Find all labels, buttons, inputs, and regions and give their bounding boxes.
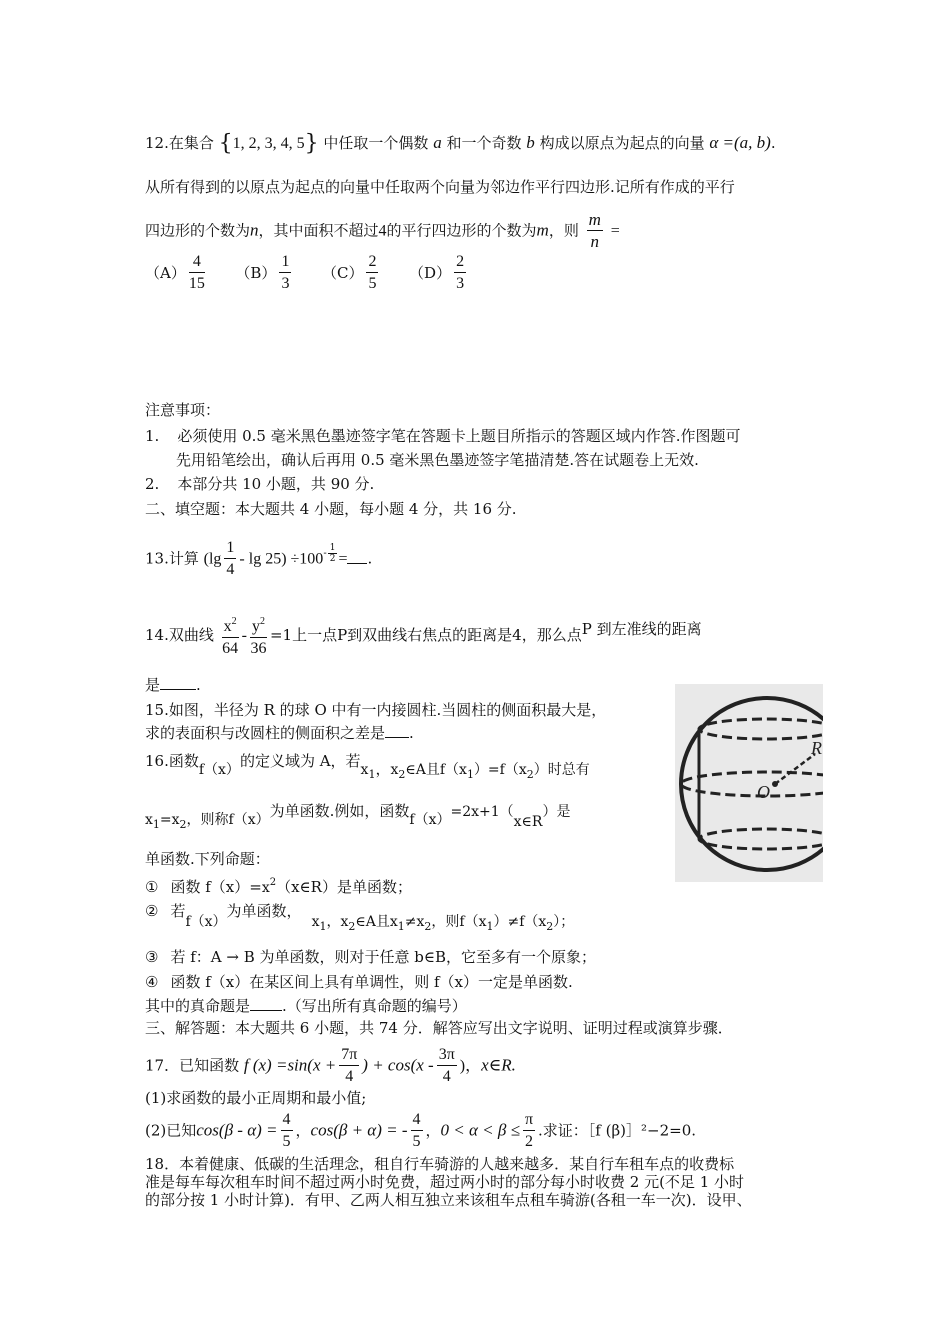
q12-text: .: [770, 134, 776, 152]
label-o: O: [757, 782, 770, 802]
option-frac: [279, 252, 291, 295]
q16-prop-2: [145, 900, 574, 938]
q14-text: P 到左准线的距离: [581, 620, 702, 638]
frac-den: 3: [281, 275, 290, 292]
frac-num: 1: [279, 252, 291, 273]
q16-text: 的定义域为 A，若: [239, 752, 361, 770]
exp: 2: [269, 877, 277, 888]
q17-domain: x∈R.: [481, 1055, 516, 1075]
ratio-num: m: [588, 210, 601, 229]
fx: f（x）: [409, 812, 451, 828]
q16-text: ）是: [542, 804, 571, 820]
q18-line1: 18．本着健康、低碳的生活理念，租自行车骑游的人越来越多．某自行车租车点的收费标: [145, 1155, 735, 1173]
q17-frac-1: [339, 1045, 359, 1088]
q14-minus: -: [241, 627, 247, 644]
frac-den: 3: [456, 275, 465, 292]
q17-math: cos(β - α) =: [196, 1120, 278, 1140]
sub: 1: [368, 768, 376, 781]
x: x: [223, 618, 232, 635]
frac-num: 7π: [339, 1045, 359, 1066]
x: x: [360, 762, 369, 778]
q16-text: 其中的真命题是: [145, 997, 251, 1015]
q16-condition: [360, 760, 534, 781]
q16-text: ∈A且f（x: [405, 762, 467, 778]
x: x: [261, 880, 270, 896]
vector-alpha: α =(a, b): [709, 133, 771, 152]
var-n: n: [250, 220, 259, 240]
q15-text: .: [409, 724, 414, 742]
sub: 2: [179, 818, 187, 831]
answer-blank[interactable]: [250, 1010, 282, 1011]
q17-func: f (x) =sin(x +: [243, 1055, 337, 1075]
q12-text: 的平行四边形的个数为: [386, 221, 537, 240]
sub: 1: [152, 818, 160, 831]
q12-four: 4: [378, 222, 387, 240]
q17-frac: [523, 1110, 535, 1153]
q16-text: 若 f：A → B 为单函数，则对于任意 b∈B，它至多有一个原象；: [170, 948, 596, 966]
frac-den: 5: [412, 1133, 421, 1150]
q12-options: [145, 252, 469, 295]
fx: f（x）: [185, 914, 227, 930]
q12-line2: 从所有得到的以原点为起点的向量中任取两个向量为邻边作平行四边形.记所有作成的平行: [145, 178, 735, 196]
option-frac: [454, 252, 466, 295]
frac-den: 5: [368, 275, 377, 292]
sub: 1: [466, 768, 474, 781]
q16-text: ）时总有: [533, 762, 590, 778]
x: x: [311, 914, 320, 930]
option-label: （C）: [322, 263, 364, 282]
q12-text: ，则: [548, 221, 579, 240]
y: y: [251, 618, 260, 635]
q13-frac: [224, 538, 236, 581]
frac-num: 1: [224, 538, 236, 559]
section-2-heading: 二、填空题：本大题共 4 小题，每小题 4 分，共 16 分.: [145, 500, 517, 518]
q16-text: 为单函数.例如，函数: [269, 802, 410, 820]
frac-den: 15: [188, 275, 205, 292]
q17-part-1: (1)求函数的最小正周期和最小值;: [145, 1089, 367, 1107]
q16-text: 函数 f（x）=: [170, 878, 262, 896]
notice-item-1-cont: 先用铅笔绘出，确认后再用 0.5 毫米黑色墨迹签字笔描清楚.答在试题卷上无效.: [176, 451, 699, 469]
frac-den: 2: [524, 1133, 533, 1150]
q16-text: （x∈R）是单函数；: [276, 878, 412, 896]
exp: 2: [259, 616, 265, 627]
option-label: （A）: [145, 263, 186, 282]
q16-text: 函数 f（x）在某区间上具有单调性，则 f（x）一定是单函数.: [170, 973, 573, 991]
q17-frac: [281, 1110, 293, 1153]
q17-frac-2: [437, 1045, 457, 1088]
sub: 2: [424, 920, 432, 933]
fx: f（x）: [198, 762, 240, 778]
frac-den: 36: [250, 637, 267, 660]
q14-text: 是: [145, 676, 161, 694]
q14: [145, 612, 702, 660]
option-label: （D）: [409, 263, 452, 282]
figure-background: [675, 684, 823, 882]
q12-text: 中任取一个偶数: [323, 134, 429, 152]
sub: 2: [348, 920, 356, 933]
q12-line3: [145, 210, 620, 253]
answer-blank[interactable]: [347, 563, 367, 564]
notice-title: 注意事项：: [145, 401, 221, 419]
q17-text: (2)已知: [145, 1121, 197, 1140]
q16-line1: [145, 750, 590, 786]
q16-prop-1: [145, 872, 412, 899]
var-b: b: [526, 133, 535, 152]
q14-frac-y: [250, 612, 267, 660]
q16-prop-3: [145, 946, 596, 968]
q16-text: ）；: [553, 914, 575, 930]
option-b: [235, 253, 294, 292]
q16-line2: [145, 800, 570, 836]
x: x: [390, 762, 399, 778]
q14-line2: [145, 674, 201, 696]
q17-stem: [145, 1045, 516, 1088]
q16-text: ≠x: [404, 914, 425, 930]
q18-line3: 的部分按 1 小时计算)．有甲、乙两人相互独立来该租车点租车骑游(各租一车一次)．设甲、: [145, 1191, 752, 1209]
sub: 1: [319, 920, 327, 933]
q12-eq: =: [610, 222, 620, 240]
notice-text: 本部分共 10 小题，共 90 分.: [177, 475, 375, 493]
exp: 2: [231, 616, 237, 627]
q16-text: 16.函数: [145, 752, 199, 770]
item-number: 2.: [145, 475, 160, 493]
q17-text: .求证：［f (β)］²−2=0.: [538, 1121, 697, 1140]
frac-num: 2: [454, 252, 466, 273]
option-a: [145, 253, 208, 292]
q17-func: ) + cos(x -: [362, 1055, 434, 1075]
q17-func: )，: [459, 1057, 482, 1075]
frac-den: 4: [442, 1068, 451, 1085]
var-a: a: [433, 133, 442, 152]
q17-prefix: 17．已知函数: [145, 1056, 240, 1075]
q14-prefix: 14.双曲线: [145, 626, 214, 644]
exp-sign: -: [323, 547, 327, 559]
q12-text: 四边形的个数为: [145, 221, 251, 240]
answer-blank[interactable]: [385, 737, 409, 738]
eq-x: =x: [159, 812, 180, 828]
frac-den: 2: [329, 553, 336, 564]
q16-text: ）≠f（x: [493, 914, 547, 930]
q16-text: 若: [170, 902, 186, 920]
q12-text: ，其中面积不超过: [258, 221, 379, 240]
q13-lg: (lg: [203, 550, 222, 568]
frac-num: π: [523, 1110, 535, 1131]
q17-part-2: [145, 1110, 696, 1153]
sphere-cylinder-figure: [675, 684, 823, 882]
frac-num: 3π: [437, 1045, 457, 1066]
frac-den: 5: [282, 1133, 291, 1150]
q18-line2: 准是每车每次租车时间不超过两小时免费，超过两小时的部分每小时收费 2 元(不足 1 小时: [145, 1173, 745, 1191]
frac-num: 1: [329, 542, 336, 553]
prop-number: ④: [145, 973, 159, 991]
frac-num: 2: [366, 252, 378, 273]
x: x: [145, 812, 153, 828]
comma: ，: [375, 760, 391, 778]
q17-text: ，: [425, 1121, 441, 1140]
q12-text: 构成以原点为起点的向量: [539, 134, 705, 152]
answer-blank[interactable]: [160, 689, 196, 690]
q14-text: =1上一点P到双曲线右焦点的距离是4，那么点: [269, 626, 582, 644]
var-m: m: [536, 220, 549, 240]
prop-number: ②: [145, 902, 159, 920]
q17-frac: [411, 1110, 423, 1153]
sub: 2: [546, 920, 554, 933]
prop-number: ①: [145, 878, 159, 896]
q16-text: ∈A且x: [355, 914, 398, 930]
q16-ending: [145, 995, 467, 1017]
q16-text: ，则f（x: [431, 914, 487, 930]
label-r: R: [811, 738, 822, 758]
notice-item-1: [145, 425, 740, 447]
q12-text: 12.在集合: [145, 134, 214, 152]
q16-prop-4: [145, 971, 573, 993]
q13: [145, 538, 372, 581]
option-label: （B）: [235, 263, 277, 282]
notice-text: 必须使用 0.5 毫米黑色墨迹签字笔在答题卡上题目所指示的答题区域内作答.作图题可: [177, 427, 741, 445]
set-close-brace: }: [304, 131, 319, 156]
q17-math: cos(β + α) = -: [310, 1120, 408, 1140]
prop-number: ③: [145, 948, 159, 966]
notice-item-2: [145, 473, 374, 495]
ratio-m-n: [587, 210, 603, 253]
q16-text: ，则称f（x）: [186, 812, 270, 828]
q15-line2: [145, 722, 414, 744]
q15-text: 求的表面积与改圆柱的侧面积之差是: [145, 724, 386, 742]
frac-num: 4: [411, 1110, 423, 1131]
sub: 2: [398, 768, 406, 781]
q16-text: .（写出所有真命题的编号）: [282, 997, 467, 1015]
option-d: [409, 253, 469, 292]
q13-exponent: [323, 542, 338, 564]
q15-line1: 15.如图，半径为 R 的球 O 中有一内接圆柱.当圆柱的侧面积最大是，: [145, 701, 607, 719]
q12-text: 和一个奇数: [446, 134, 522, 152]
q14-text: .: [196, 676, 201, 694]
q13-eq: =: [338, 550, 348, 568]
q16-line3: 单函数.下列命题：: [145, 850, 270, 868]
frac-den: 4: [345, 1068, 354, 1085]
option-frac: [366, 252, 378, 295]
q16-text: ）=f（x: [473, 762, 527, 778]
exp-frac: [328, 543, 338, 564]
frac-num: 4: [281, 1110, 293, 1131]
set-open-brace: {: [218, 131, 233, 156]
q13-rest: - lg 25) ÷100: [239, 550, 324, 568]
section-3-heading: 三、解答题：本大题共 6 小题，共 74 分．解答应写出文字说明、证明过程或演算步骤．: [145, 1019, 733, 1037]
frac-num: 4: [189, 252, 205, 273]
option-c: [322, 253, 381, 292]
sub: 1: [486, 920, 494, 933]
q16-text: ，x: [326, 914, 349, 930]
q17-text: ，: [295, 1121, 311, 1140]
set-elements: 1, 2, 3, 4, 5: [232, 135, 305, 152]
option-frac: [189, 252, 205, 295]
ratio-den: n: [590, 232, 600, 251]
item-number: 1.: [145, 427, 160, 445]
x-in-r: x∈R: [513, 814, 543, 830]
sub: 2: [526, 768, 534, 781]
q17-math: 0 < α < β ≤: [440, 1120, 520, 1140]
q12-line1: [145, 132, 776, 155]
q13-prefix: 13.计算: [145, 549, 199, 568]
q13-end: .: [367, 549, 373, 568]
q16-text: 为单函数，: [226, 902, 302, 920]
q16-text: =2x+1（: [450, 804, 514, 820]
sub: 1: [397, 920, 405, 933]
q14-frac-x: [222, 612, 239, 660]
frac-den: 64: [222, 637, 239, 660]
frac-den: 4: [226, 561, 235, 578]
